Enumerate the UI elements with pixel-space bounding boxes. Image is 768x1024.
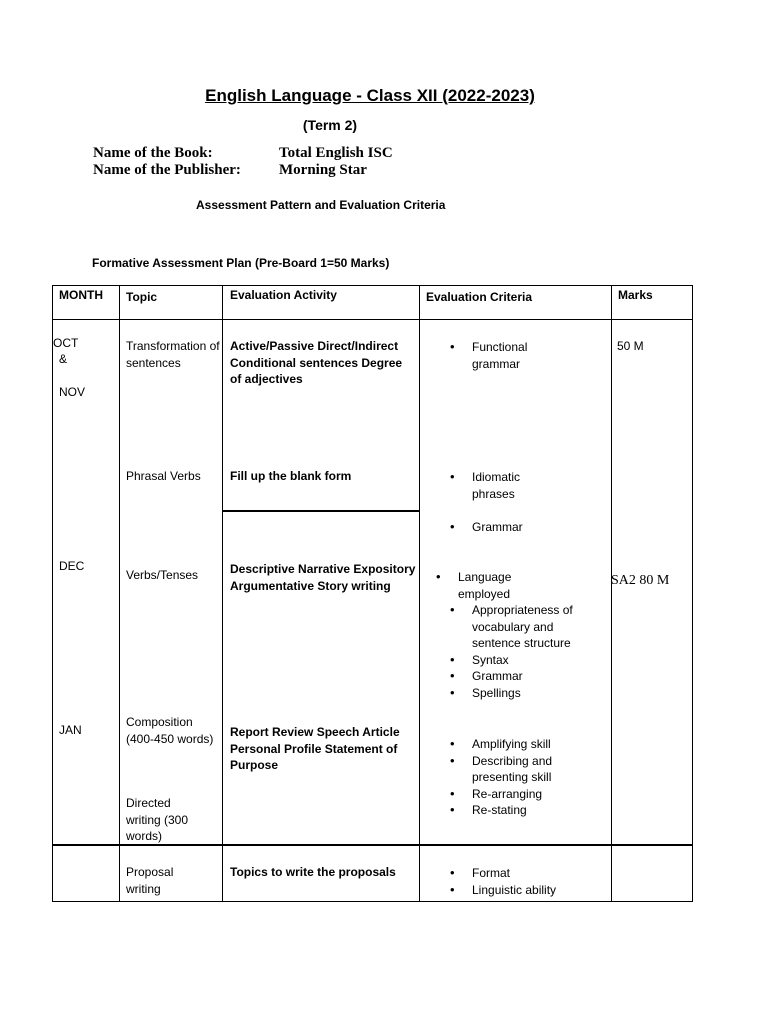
criteria-amplifying-skill: • Amplifying skill — [446, 736, 576, 753]
header-month: MONTH — [59, 288, 103, 302]
month-dec: DEC — [59, 559, 85, 573]
criteria-linguistic-ability: • Linguistic ability — [446, 882, 586, 899]
marks-50m: 50 M — [617, 339, 644, 353]
book-label: Name of the Book: — [93, 145, 213, 161]
document-title: English Language - Class XII (2022-2023) — [205, 86, 535, 105]
criteria-list-oct — [446, 339, 566, 372]
criteria-idiomatic-phrases: • Idiomatic phrases — [446, 469, 566, 502]
criteria-describing-presenting: • Describing and presenting skill — [446, 753, 576, 786]
criteria-list-proposal — [446, 865, 586, 898]
term-label: (Term 2) — [302, 117, 358, 133]
criteria-restating: • Re-stating — [446, 802, 576, 819]
month-ampersand: & — [59, 352, 68, 366]
publisher-label: Name of the Publisher: — [93, 162, 241, 178]
header-marks: Marks — [618, 288, 653, 302]
criteria-list-phrasal — [446, 469, 566, 502]
month-oct: OCT — [53, 336, 79, 350]
header-evaluation-activity: Evaluation Activity — [230, 288, 337, 302]
publisher-value: Morning Star — [279, 162, 367, 178]
book-value: Total English ISC — [279, 145, 393, 161]
topic-composition: Composition (400-450 words) — [126, 715, 214, 746]
topic-proposal-writing: Proposal writing — [126, 865, 174, 896]
criteria-list-grammar — [446, 519, 566, 536]
activity-proposal: Topics to write the proposals — [230, 865, 396, 879]
header-topic: Topic — [126, 290, 158, 304]
activity-transformation: Active/Passive Direct/Indirect Conditional sentences Degree of adjectives — [230, 339, 403, 386]
activity-verbs: Descriptive Narrative Expository Argumentative Story writing — [230, 562, 416, 593]
criteria-rearranging: • Re-arranging — [446, 786, 576, 803]
activity-phrasal: Fill up the blank form — [230, 469, 352, 483]
criteria-list-language — [432, 569, 532, 602]
topic-phrasal-verbs: Phrasal Verbs — [126, 469, 201, 483]
criteria-list-composition — [446, 602, 586, 701]
topic-directed-writing: Directed writing (300 words) — [126, 796, 189, 843]
marks-sa2-80m: SA2 80 M — [611, 573, 670, 588]
topic-transformation: Transformation of sentences — [126, 339, 220, 370]
criteria-spellings: • Spellings — [446, 685, 586, 702]
plan-heading: Formative Assessment Plan (Pre-Board 1=50 Marks) — [92, 256, 390, 270]
activity-composition: Report Review Speech Article Personal Profile Statement of Purpose — [230, 725, 400, 772]
criteria-grammar-2: • Grammar — [446, 668, 586, 685]
header-evaluation-criteria: Evaluation Criteria — [426, 290, 533, 304]
criteria-grammar: • Grammar — [446, 519, 566, 536]
criteria-format: • Format — [446, 865, 586, 882]
criteria-functional-grammar: • Functional grammar — [446, 339, 566, 372]
topic-verbs-tenses: Verbs/Tenses — [126, 568, 199, 582]
criteria-language-employed: • Language employed — [432, 569, 532, 602]
assessment-heading: Assessment Pattern and Evaluation Criteria — [196, 198, 446, 212]
criteria-appropriateness: • Appropriateness of vocabulary and sentence structure — [446, 602, 586, 652]
criteria-list-jan — [446, 736, 576, 819]
month-nov: NOV — [59, 385, 86, 399]
criteria-syntax: • Syntax — [446, 652, 586, 669]
month-jan: JAN — [59, 723, 82, 737]
